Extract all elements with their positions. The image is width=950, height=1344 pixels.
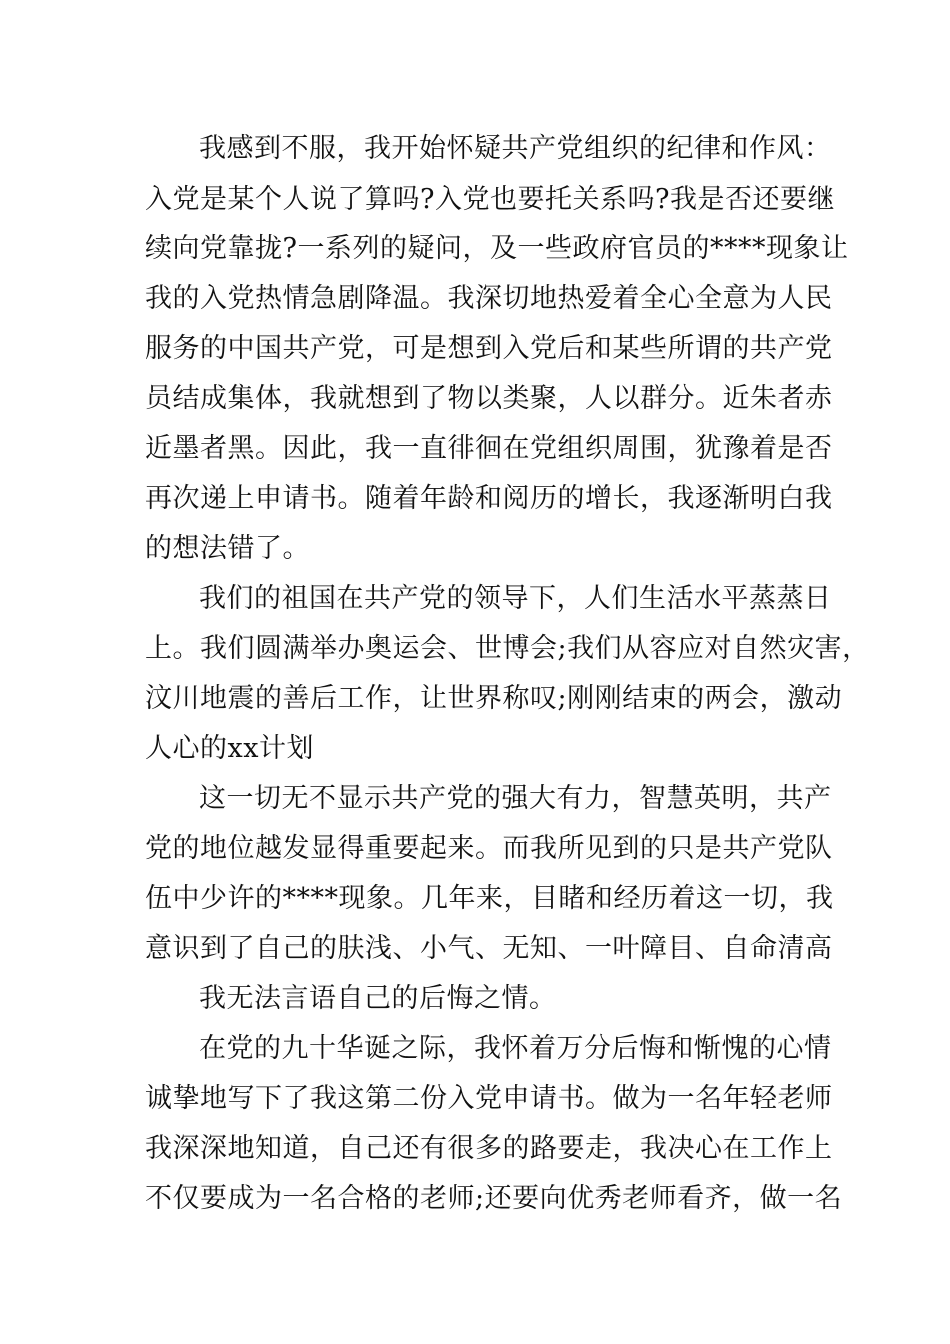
text-line: 我深深地知道，自己还有很多的路要走，我决心在工作上 xyxy=(145,1133,833,1164)
text-line: 在党的九十华诞之际，我怀着万分后悔和惭愧的心情 xyxy=(199,1033,832,1064)
text-line: 我们的祖国在共产党的领导下，人们生活水平蒸蒸日 xyxy=(199,583,832,614)
text-line: 汶川地震的善后工作，让世界称叹;刚刚结束的两会，激动 xyxy=(145,683,843,714)
text-line: 近墨者黑。因此，我一直徘徊在党组织周围，犹豫着是否 xyxy=(145,433,833,464)
text-line: 入党是某个人说了算吗?入党也要托关系吗?我是否还要继 xyxy=(145,184,835,215)
text-line: 这一切无不显示共产党的强大有力，智慧英明，共产 xyxy=(199,783,832,814)
text-line: 党的地位越发显得重要起来。而我所见到的只是共产党队 xyxy=(145,833,833,864)
text-line: 不仅要成为一名合格的老师;还要向优秀老师看齐，做一名 xyxy=(145,1183,843,1214)
text-line: 我感到不服，我开始怀疑共产党组织的纪律和作风： xyxy=(199,133,832,164)
text-line: 我的入党热情急剧降温。我深切地热爱着全心全意为人民 xyxy=(145,283,833,314)
text-line: 续向党靠拢?一系列的疑问，及一些政府官员的****现象让 xyxy=(145,233,849,264)
text-line: 我无法言语自己的后悔之情。 xyxy=(199,983,557,1014)
text-line: 的想法错了。 xyxy=(145,533,310,564)
text-line: 诚挚地写下了我这第二份入党申请书。做为一名年轻老师 xyxy=(145,1083,833,1114)
text-line: 再次递上申请书。随着年龄和阅历的增长，我逐渐明白我 xyxy=(145,483,833,514)
text-line: 伍中少许的****现象。几年来，目睹和经历着这一切，我 xyxy=(145,883,834,914)
text-line: 上。我们圆满举办奥运会、世博会;我们从容应对自然灾害， xyxy=(145,633,870,664)
text-line: 意识到了自己的肤浅、小气、无知、一叶障目、自命清高 xyxy=(145,933,833,964)
text-line: 员结成集体，我就想到了物以类聚，人以群分。近朱者赤 xyxy=(145,383,833,414)
text-line: 人心的xx计划 xyxy=(145,733,314,764)
text-line: 服务的中国共产党，可是想到入党后和某些所谓的共产党 xyxy=(145,333,833,364)
